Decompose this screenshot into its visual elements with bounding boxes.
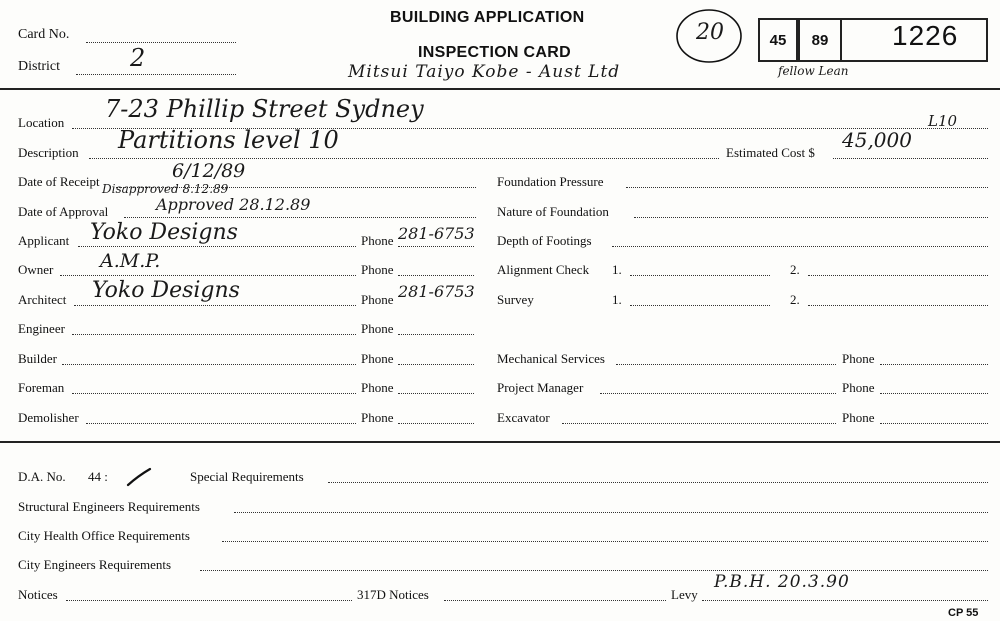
owner-phone-dots <box>398 275 474 276</box>
survey-dots-2 <box>808 305 988 306</box>
disapproved-note: Disapproved 8.12.89 <box>102 182 229 196</box>
excavator-label: Excavator <box>497 410 550 425</box>
special-dots <box>328 482 988 483</box>
engineer-label: Engineer <box>18 321 65 336</box>
da-no-label: D.A. No. <box>18 469 66 484</box>
project-manager-label: Project Manager <box>497 380 584 395</box>
card-no-dots <box>86 42 236 43</box>
architect-phone: 281-6753 <box>398 282 475 301</box>
applicant-phone-dots <box>398 246 474 247</box>
notices-dots <box>66 600 352 601</box>
details-divider <box>0 441 1000 443</box>
engineers-dots <box>200 570 988 571</box>
excavator-phone-dots <box>880 423 988 424</box>
architect-value: Yoko Designs <box>92 278 240 303</box>
da-no-value: 44 : <box>88 469 108 484</box>
notices-317d-label: 317D Notices <box>357 587 429 602</box>
date-approval-label: Date of Approval <box>18 204 109 219</box>
foreman-phone-label: Phone <box>361 380 394 395</box>
date-approval-dots <box>124 217 476 218</box>
survey-label: Survey <box>497 292 534 307</box>
nature-foundation-dots <box>634 217 988 218</box>
header-divider <box>0 88 1000 90</box>
foreman-dots <box>72 393 356 394</box>
health-label: City Health Office Requirements <box>18 528 190 543</box>
depth-footings-dots <box>612 246 988 247</box>
applicant-phone-label: Phone <box>361 233 394 248</box>
health-dots <box>222 541 988 542</box>
project-manager-dots <box>600 393 836 394</box>
foundation-pressure-label: Foundation Pressure <box>497 174 604 189</box>
date-receipt-label: Date of Receipt <box>18 174 100 189</box>
foundation-pressure-dots <box>626 187 988 188</box>
builder-phone-label: Phone <box>361 351 394 366</box>
owner-label: Owner <box>18 262 54 277</box>
levy-dots <box>702 600 988 601</box>
notices-label: Notices <box>18 587 58 602</box>
architect-phone-label: Phone <box>361 292 394 307</box>
applicant-phone: 281-6753 <box>398 224 475 243</box>
engineer-phone-dots <box>398 334 474 335</box>
card-no-label: Card No. <box>18 27 70 42</box>
district-label: District <box>18 59 60 74</box>
notices-317d-dots <box>444 600 666 601</box>
form-code: CP 55 <box>948 607 979 619</box>
owner-phone-label: Phone <box>361 262 394 277</box>
excavator-phone-label: Phone <box>842 410 875 425</box>
foreman-phone-dots <box>398 393 474 394</box>
structural-label: Structural Engineers Requirements <box>18 499 200 514</box>
location-note: L10 <box>928 112 958 130</box>
estimated-cost-label: Estimated Cost $ <box>726 145 815 160</box>
applicant-value: Yoko Designs <box>90 220 238 245</box>
alignment-dots-2 <box>808 275 988 276</box>
demolisher-phone-label: Phone <box>361 410 394 425</box>
alignment-check-label: Alignment Check <box>497 262 590 277</box>
survey-dots-1 <box>630 305 770 306</box>
date-receipt-value: 6/12/89 <box>172 160 246 182</box>
survey-num-1: 1. <box>612 292 622 307</box>
description-dots <box>89 158 719 159</box>
builder-dots <box>62 364 356 365</box>
engineer-dots <box>72 334 356 335</box>
estimated-cost-dots <box>833 158 988 159</box>
location-label: Location <box>18 115 65 130</box>
owner-dots <box>60 275 356 276</box>
demolisher-dots <box>86 423 356 424</box>
mechanical-phone-label: Phone <box>842 351 875 366</box>
applicant-label: Applicant <box>18 233 70 248</box>
builder-label: Builder <box>18 351 57 366</box>
architect-label: Architect <box>18 292 67 307</box>
title-line1: BUILDING APPLICATION <box>390 9 585 26</box>
owner-note: Mitsui Taiyo Kobe - Aust Ltd <box>348 62 621 82</box>
excavator-dots <box>562 423 836 424</box>
alignment-dots-1 <box>630 275 770 276</box>
mechanical-dots <box>616 364 836 365</box>
owner-value: A.M.P. <box>100 250 161 272</box>
card-box-2: 89 <box>798 18 842 62</box>
foreman-label: Foreman <box>18 380 65 395</box>
project-manager-phone-dots <box>880 393 988 394</box>
estimated-cost-value: 45,000 <box>842 128 912 152</box>
alignment-num-2: 2. <box>790 262 800 277</box>
demolisher-label: Demolisher <box>18 410 79 425</box>
circled-note: 20 <box>696 20 724 45</box>
alignment-num-1: 1. <box>612 262 622 277</box>
card-number: 1226 <box>892 20 959 51</box>
location-value: 7-23 Phillip Street Sydney <box>105 95 424 123</box>
description-value: Partitions level 10 <box>118 126 339 154</box>
builder-phone-dots <box>398 364 474 365</box>
da-no-slash-mark <box>124 466 154 488</box>
date-approval-value: Approved 28.12.89 <box>156 195 311 214</box>
architect-dots <box>74 305 356 306</box>
mechanical-phone-dots <box>880 364 988 365</box>
district-value: 2 <box>130 44 146 72</box>
levy-label: Levy <box>671 587 698 602</box>
survey-num-2: 2. <box>790 292 800 307</box>
engineer-phone-label: Phone <box>361 321 394 336</box>
title-line2: INSPECTION CARD <box>418 44 571 61</box>
owner-note-2: fellow Lean <box>778 64 849 78</box>
mechanical-label: Mechanical Services <box>497 351 605 366</box>
description-label: Description <box>18 145 79 160</box>
depth-footings-label: Depth of Footings <box>497 233 592 248</box>
demolisher-phone-dots <box>398 423 474 424</box>
engineers-label: City Engineers Requirements <box>18 557 172 572</box>
project-manager-phone-label: Phone <box>842 380 875 395</box>
levy-value: P.B.H. 20.3.90 <box>714 572 850 592</box>
structural-dots <box>234 512 988 513</box>
special-label: Special Requirements <box>190 469 304 484</box>
district-dots <box>76 74 236 75</box>
applicant-dots <box>78 246 356 247</box>
card-box-1: 45 <box>758 18 798 62</box>
nature-foundation-label: Nature of Foundation <box>497 204 609 219</box>
